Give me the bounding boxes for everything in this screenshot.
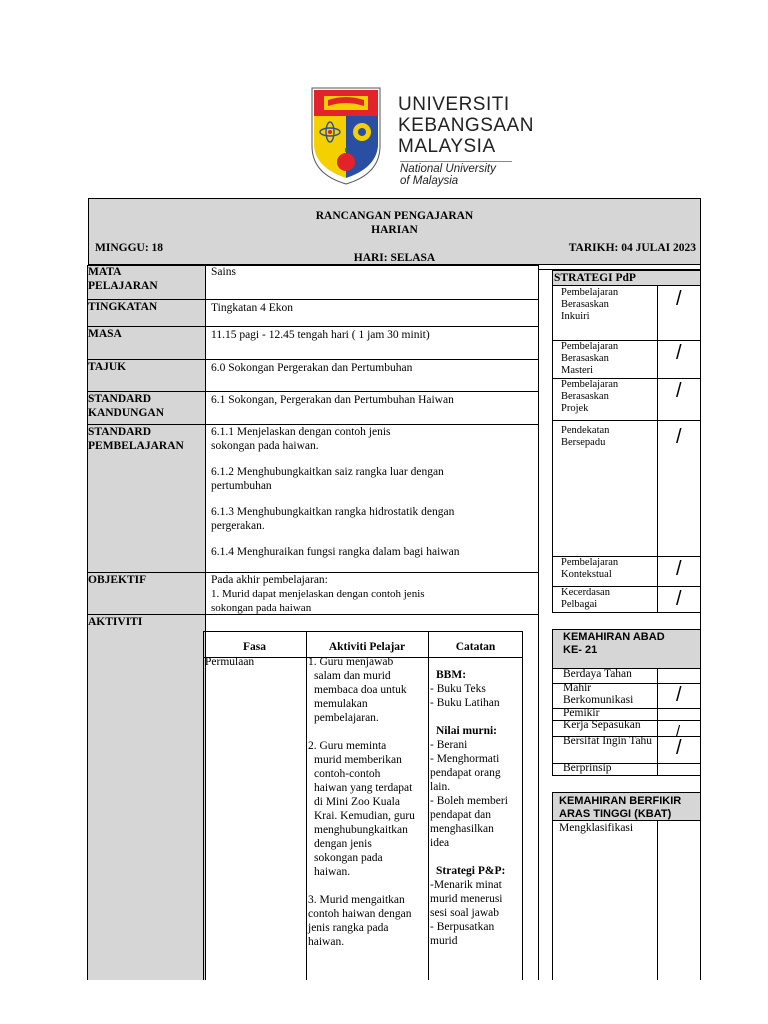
kbat-item: Mengklasifikasi: [559, 822, 634, 834]
catatan-line: - Menghormati: [430, 753, 500, 765]
aktiviti-line: [308, 725, 426, 739]
ukm-logo: [310, 86, 534, 187]
aktiviti-line: 2. Guru meminta: [308, 740, 387, 752]
value-objektif: Pada akhir pembelajaran: 1. Murid dapat menjelaskan dengan contoh jenis sokongan pada haiwan: [211, 574, 425, 614]
aktiviti-line: Krai. Kemudian, guru: [314, 810, 415, 822]
fasa-permulaan: Permulaan: [205, 656, 255, 668]
aktiviti-line: contoh-contoh: [314, 768, 381, 780]
logo-line-national: National University: [400, 163, 496, 175]
abad21-item-label: Bersifat Ingin Tahu: [563, 735, 653, 747]
aktiviti-line: dengan jenis: [314, 838, 372, 850]
strategi-item-label: Kecerdasan Pelbagai: [561, 587, 610, 610]
aktiviti-line: haiwan yang terdapat: [314, 782, 413, 794]
strategi-item-label: Pembelajaran Berasaskan Inkuiri: [561, 287, 619, 322]
abad21-header: KEMAHIRAN ABAD KE- 21: [552, 629, 701, 669]
value-masa: 11.15 pagi - 12.45 tengah hari ( 1 jam 30 minit): [211, 329, 430, 341]
catatan-line: - Berani: [430, 739, 468, 751]
strategi-item-label: Pendekatan Bersepadu: [561, 425, 610, 448]
catatan-line: lain.: [430, 781, 451, 793]
aktiviti-line: di Mini Zoo Kuala: [314, 796, 400, 808]
check-mark-icon: /: [676, 288, 682, 310]
catatan-line: - Buku Latihan: [430, 697, 500, 709]
aktiviti-line: salam dan murid: [314, 670, 391, 682]
value-mata-pelajaran: Sains: [211, 266, 236, 278]
aktiviti-line: menghubungkaitkan: [314, 824, 408, 836]
header-block: [88, 198, 701, 265]
strategi-header: [552, 270, 701, 286]
aktiviti-line: haiwan.: [308, 936, 345, 948]
strategi-item-label: Pembelajaran Berasaskan Masteri: [561, 341, 619, 376]
kbat-header: KEMAHIRAN BERFIKIR ARAS TINGGI (KBAT): [552, 792, 701, 821]
logo-line-universiti: UNIVERSITI: [398, 94, 510, 115]
aktiviti-line: 1. Guru menjawab: [308, 656, 394, 668]
value-tingkatan: Tingkatan 4 Ekon: [211, 302, 293, 314]
check-mark-icon: /: [676, 737, 682, 759]
col-header-aktiviti: Aktiviti Pelajar: [328, 641, 406, 653]
catatan-line: menghasilkan: [430, 823, 494, 835]
catatan-line: murid menerusi: [430, 893, 503, 905]
ukm-crest-icon: [310, 86, 382, 186]
doc-title-2: HARIAN: [371, 224, 418, 236]
catatan-line: [430, 710, 522, 724]
aktiviti-line: contoh haiwan dengan: [308, 908, 412, 920]
abad21-item-label: Mahir Berkomunikasi: [563, 682, 634, 706]
aktiviti-line: 3. Murid mengaitkan: [308, 894, 405, 906]
catatan-line: sesi soal jawab: [430, 907, 499, 919]
abad21-item-label: Berdaya Tahan: [563, 668, 632, 680]
kbat-title: KEMAHIRAN BERFIKIR: [559, 795, 682, 807]
logo-line-malaysia: MALAYSIA: [398, 136, 496, 157]
strategi-title: STRATEGI PdP: [554, 272, 636, 284]
catatan-line: Nilai murni:: [436, 725, 498, 737]
aktiviti-line: [308, 879, 426, 893]
abad21-item-label: Berprinsip: [563, 762, 612, 774]
catatan-line: [430, 850, 522, 864]
label-standard-pembelajaran: STANDARD PEMBELAJARAN: [88, 426, 184, 452]
label-mata-pelajaran: MATA PELAJARAN: [88, 266, 158, 292]
catatan-line: -Menarik minat: [430, 879, 502, 891]
check-mark-icon: /: [676, 684, 682, 706]
aktiviti-line: memulakan: [314, 698, 368, 710]
label-standard-kandungan: STANDARD KANDUNGAN: [88, 393, 165, 419]
catatan-line: - Buku Teks: [430, 683, 486, 695]
logo-line-kebangsaan: KEBANGSAAN: [398, 115, 534, 136]
label-masa: MASA: [88, 328, 122, 340]
aktiviti-pelajar-list: [308, 655, 426, 949]
check-mark-icon: /: [676, 723, 681, 740]
label-tajuk: TAJUK: [88, 361, 127, 373]
aktiviti-line: membaca doa untuk: [314, 684, 407, 696]
hari-label: HARI: SELASA: [353, 252, 436, 264]
aktiviti-line: pembelajaran.: [314, 712, 379, 724]
catatan-line: idea: [430, 837, 450, 849]
strategi-item-label: Pembelajaran Berasaskan Projek: [561, 379, 619, 414]
logo-line-of-malaysia: of Malaysia: [400, 175, 459, 187]
label-objektif: OBJEKTIF: [88, 574, 147, 586]
aktiviti-line: murid memberikan: [314, 754, 402, 766]
minggu-label: MINGGU: 18: [95, 242, 164, 254]
catatan-list: [430, 668, 522, 948]
catatan-line: pendapat orang: [430, 767, 501, 779]
abad21-item-label: Kerja Sepasukan: [563, 719, 641, 731]
col-header-fasa: Fasa: [243, 641, 266, 653]
strategi-item-label: Pembelajaran Kontekstual: [561, 557, 619, 580]
aktiviti-line: sokongan pada: [314, 852, 383, 864]
aktiviti-line: jenis rangka pada: [308, 922, 389, 934]
abad21-item-label: Pemikir: [563, 707, 600, 719]
catatan-line: Strategi P&P:: [436, 865, 506, 877]
check-mark-icon: /: [676, 426, 682, 448]
check-mark-icon: /: [676, 588, 682, 610]
catatan-line: - Boleh memberi: [430, 795, 508, 807]
value-standard-pembelajaran: 6.1.1 Menjelaskan dengan contoh jenis sokongan pada haiwan. 6.1.2 Menghubungkaitkan saiz rangka luar dengan pertumbuhan 6.1.3 Menghubungkaitkan rangka hidrostatik dengan pergerakan. 6.1.4 Menghuraikan fungsi rangka dalam bagi haiwan: [211, 426, 460, 558]
catatan-line: BBM:: [436, 669, 467, 681]
aktiviti-line: haiwan.: [314, 866, 351, 878]
catatan-line: pendapat dan: [430, 809, 491, 821]
value-tajuk: 6.0 Sokongan Pergerakan dan Pertumbuhan: [211, 362, 413, 374]
catatan-line: murid: [430, 935, 458, 947]
col-header-catatan: Catatan: [455, 641, 496, 653]
catatan-line: - Berpusatkan: [430, 921, 495, 933]
check-mark-icon: /: [676, 380, 682, 402]
tarikh-label: TARIKH: 04 JULAI 2023: [568, 242, 696, 254]
check-mark-icon: /: [676, 558, 682, 580]
value-standard-kandungan: 6.1 Sokongan, Pergerakan dan Pertumbuhan Haiwan: [211, 394, 454, 406]
label-aktiviti: AKTIVITI: [88, 616, 143, 628]
check-mark-icon: /: [676, 342, 682, 364]
abad21-title: KEMAHIRAN ABAD: [563, 631, 665, 643]
doc-title: RANCANGAN PENGAJARAN: [315, 210, 474, 222]
label-tingkatan: TINGKATAN: [88, 301, 158, 313]
